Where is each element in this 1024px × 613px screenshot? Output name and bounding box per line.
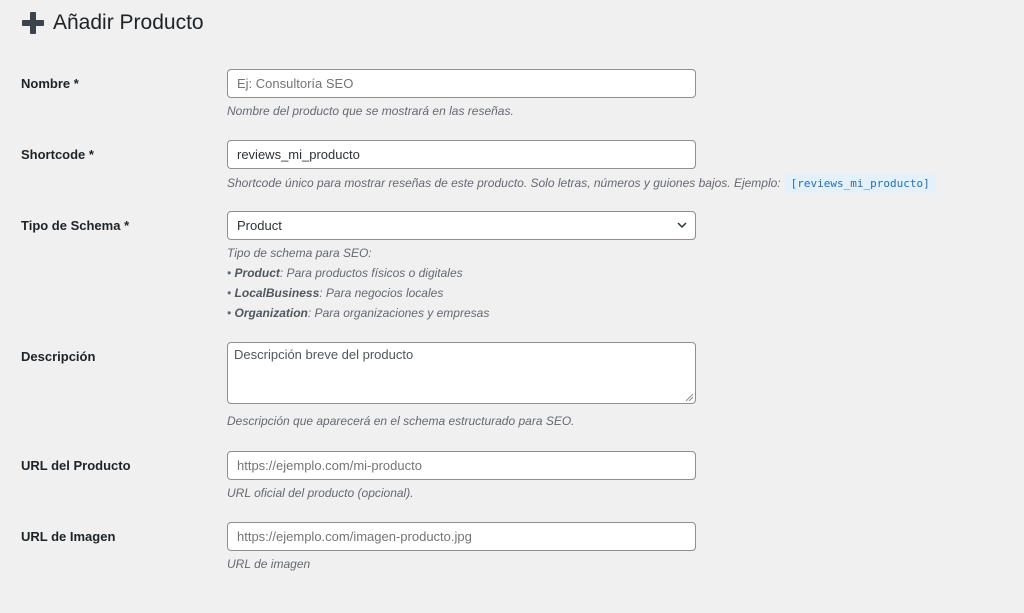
schema-help-name: Organization [234,306,308,320]
plus-icon [22,12,44,34]
shortcode-help-text: Shortcode único para mostrar reseñas de este producto. Solo letras, números y guiones bajos. Ejemplo: [227,176,781,190]
shortcode-label: Shortcode * [21,147,94,162]
schema-help-product: • Product: Para productos físicos o digitales [227,266,463,280]
schema-help-organization: • Organization: Para organizaciones y empresas [227,306,490,320]
schema-type-select[interactable] [227,211,696,240]
url-imagen-input[interactable] [227,522,696,551]
descripcion-textarea[interactable] [227,342,696,404]
schema-help-text: : Para productos físicos o digitales [279,266,463,280]
schema-help-localbusiness: • LocalBusiness: Para negocios locales [227,286,444,300]
url-producto-input[interactable] [227,451,696,480]
nombre-label: Nombre * [21,76,79,91]
descripcion-help: Descripción que aparecerá en el schema estructurado para SEO. [227,414,575,428]
shortcode-help [227,173,936,193]
shortcode-example-code: [reviews_mi_producto] [785,174,936,193]
descripcion-label: Descripción [21,349,96,364]
url-imagen-help: URL de imagen [227,557,311,571]
url-imagen-label: URL de Imagen [21,529,116,544]
url-producto-label: URL del Producto [21,458,131,473]
page-title: Añadir Producto [53,11,204,34]
schema-help-text: : Para organizaciones y empresas [307,306,490,320]
nombre-input[interactable] [227,69,696,98]
page-header [22,8,204,38]
chevron-down-icon [677,220,687,230]
schema-help-text: : Para negocios locales [319,286,444,300]
schema-help-title: Tipo de schema para SEO: [227,246,372,260]
schema-help-name: LocalBusiness [234,286,320,300]
schema-type-selected: Product [237,218,282,233]
url-producto-help: URL oficial del producto (opcional). [227,486,414,500]
descripcion-placeholder: Descripción breve del producto [234,347,414,362]
schema-help-name: Product [234,266,280,280]
nombre-help: Nombre del producto que se mostrará en las reseñas. [227,104,514,118]
resize-grip-icon[interactable] [685,393,693,401]
shortcode-input[interactable] [227,140,696,169]
schema-type-label: Tipo de Schema * [21,218,130,233]
